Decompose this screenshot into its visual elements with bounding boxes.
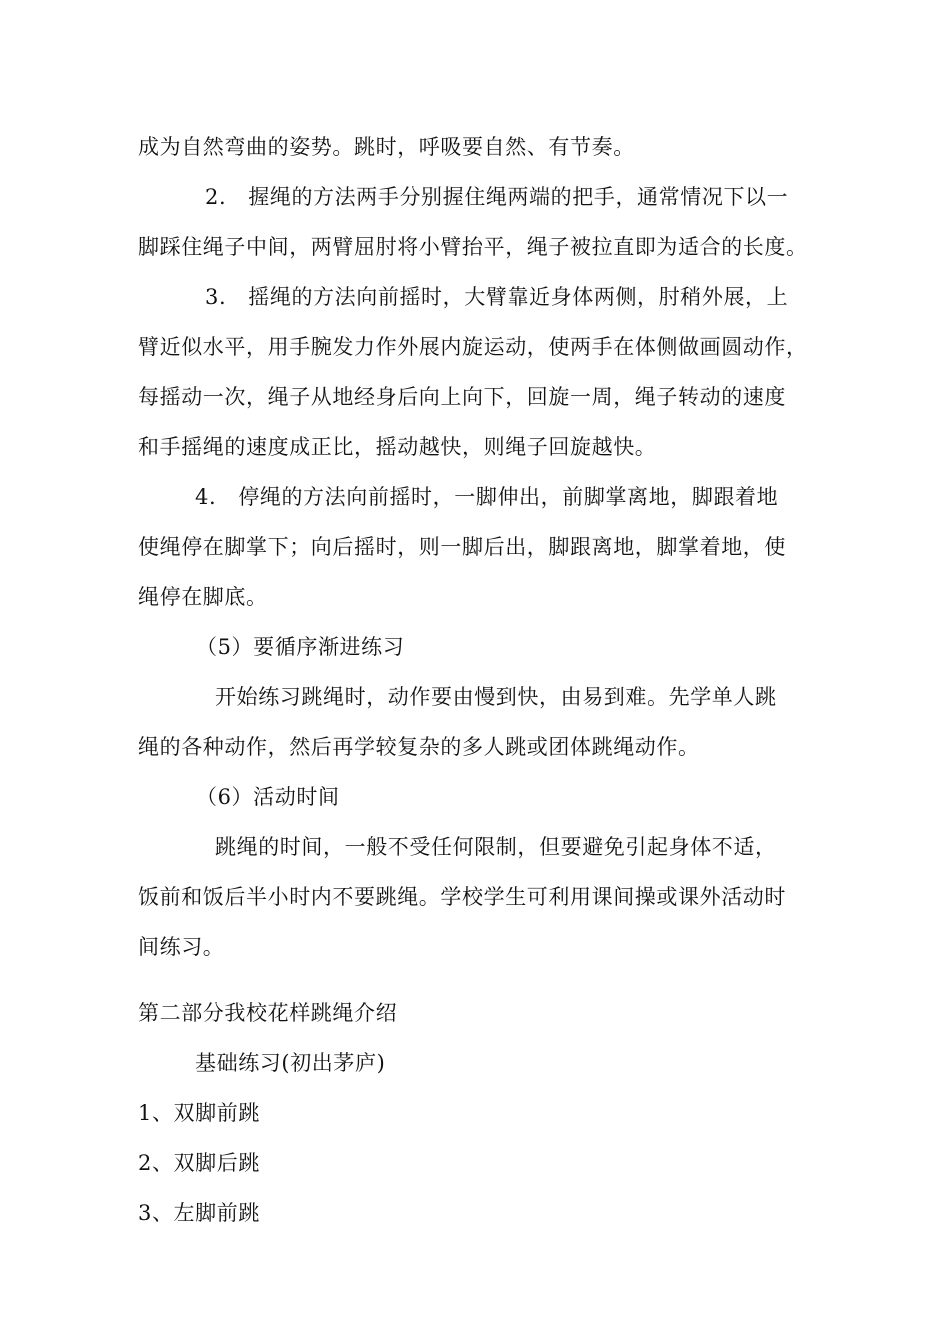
paragraph-line: 使绳停在脚掌下；向后摇时，则一脚后出，脚跟离地，脚掌着地，使: [138, 535, 786, 559]
part-heading: 第二部分我校花样跳绳介绍: [138, 1001, 398, 1025]
paragraph-line: 开始练习跳绳时，动作要由慢到快，由易到难。先学单人跳: [215, 685, 777, 709]
paragraph-line: 成为自然弯曲的姿势。跳时，呼吸要自然、有节奏。: [138, 135, 635, 159]
paragraph-line: 臂近似水平，用手腕发力作外展内旋运动，使两手在体侧做画圆动作，: [138, 335, 808, 359]
list-item: 3、左脚前跳: [138, 1201, 260, 1225]
list-item-2: [205, 182, 788, 212]
paragraph-line: 间练习。: [138, 935, 225, 959]
paragraph-line: 跳绳的时间，一般不受任何限制，但要避免引起身体不适，: [215, 835, 777, 859]
paragraph-line: 握绳的方法两手分别握住绳两端的把手，通常情况下以一: [248, 185, 789, 209]
paragraph-line: 脚踩住绳子中间，两臂屈肘将小臂抬平，绳子被拉直即为适合的长度。: [138, 235, 808, 259]
list-item-4: [195, 482, 778, 512]
paragraph-line: 停绳的方法向前摇时，一脚伸出，前脚掌离地，脚跟着地: [238, 485, 779, 509]
paragraph-line: 和手摇绳的速度成正比，摇动越快，则绳子回旋越快。: [138, 435, 657, 459]
list-number: 4.: [195, 485, 217, 509]
paragraph-line: 摇绳的方法向前摇时，大臂靠近身体两侧，肘稍外展，上: [248, 285, 789, 309]
list-number: 3.: [205, 285, 227, 309]
section-heading-6: （6）活动时间: [196, 785, 340, 809]
section-heading-5: （5）要循序渐进练习: [196, 635, 405, 659]
paragraph-line: 每摇动一次，绳子从地经身后向上向下，回旋一周，绳子转动的速度: [138, 385, 786, 409]
subsection-heading: 基础练习(初出茅庐): [195, 1051, 386, 1075]
list-item-3: [205, 282, 788, 312]
paragraph-line: 饭前和饭后半小时内不要跳绳。学校学生可利用课间操或课外活动时: [138, 885, 786, 909]
paragraph-line: 绳的各种动作，然后再学较复杂的多人跳或团体跳绳动作。: [138, 735, 700, 759]
paragraph-line: 绳停在脚底。: [138, 585, 268, 609]
list-item: 1、双脚前跳: [138, 1101, 260, 1125]
list-number: 2.: [205, 185, 227, 209]
list-item: 2、双脚后跳: [138, 1151, 260, 1175]
